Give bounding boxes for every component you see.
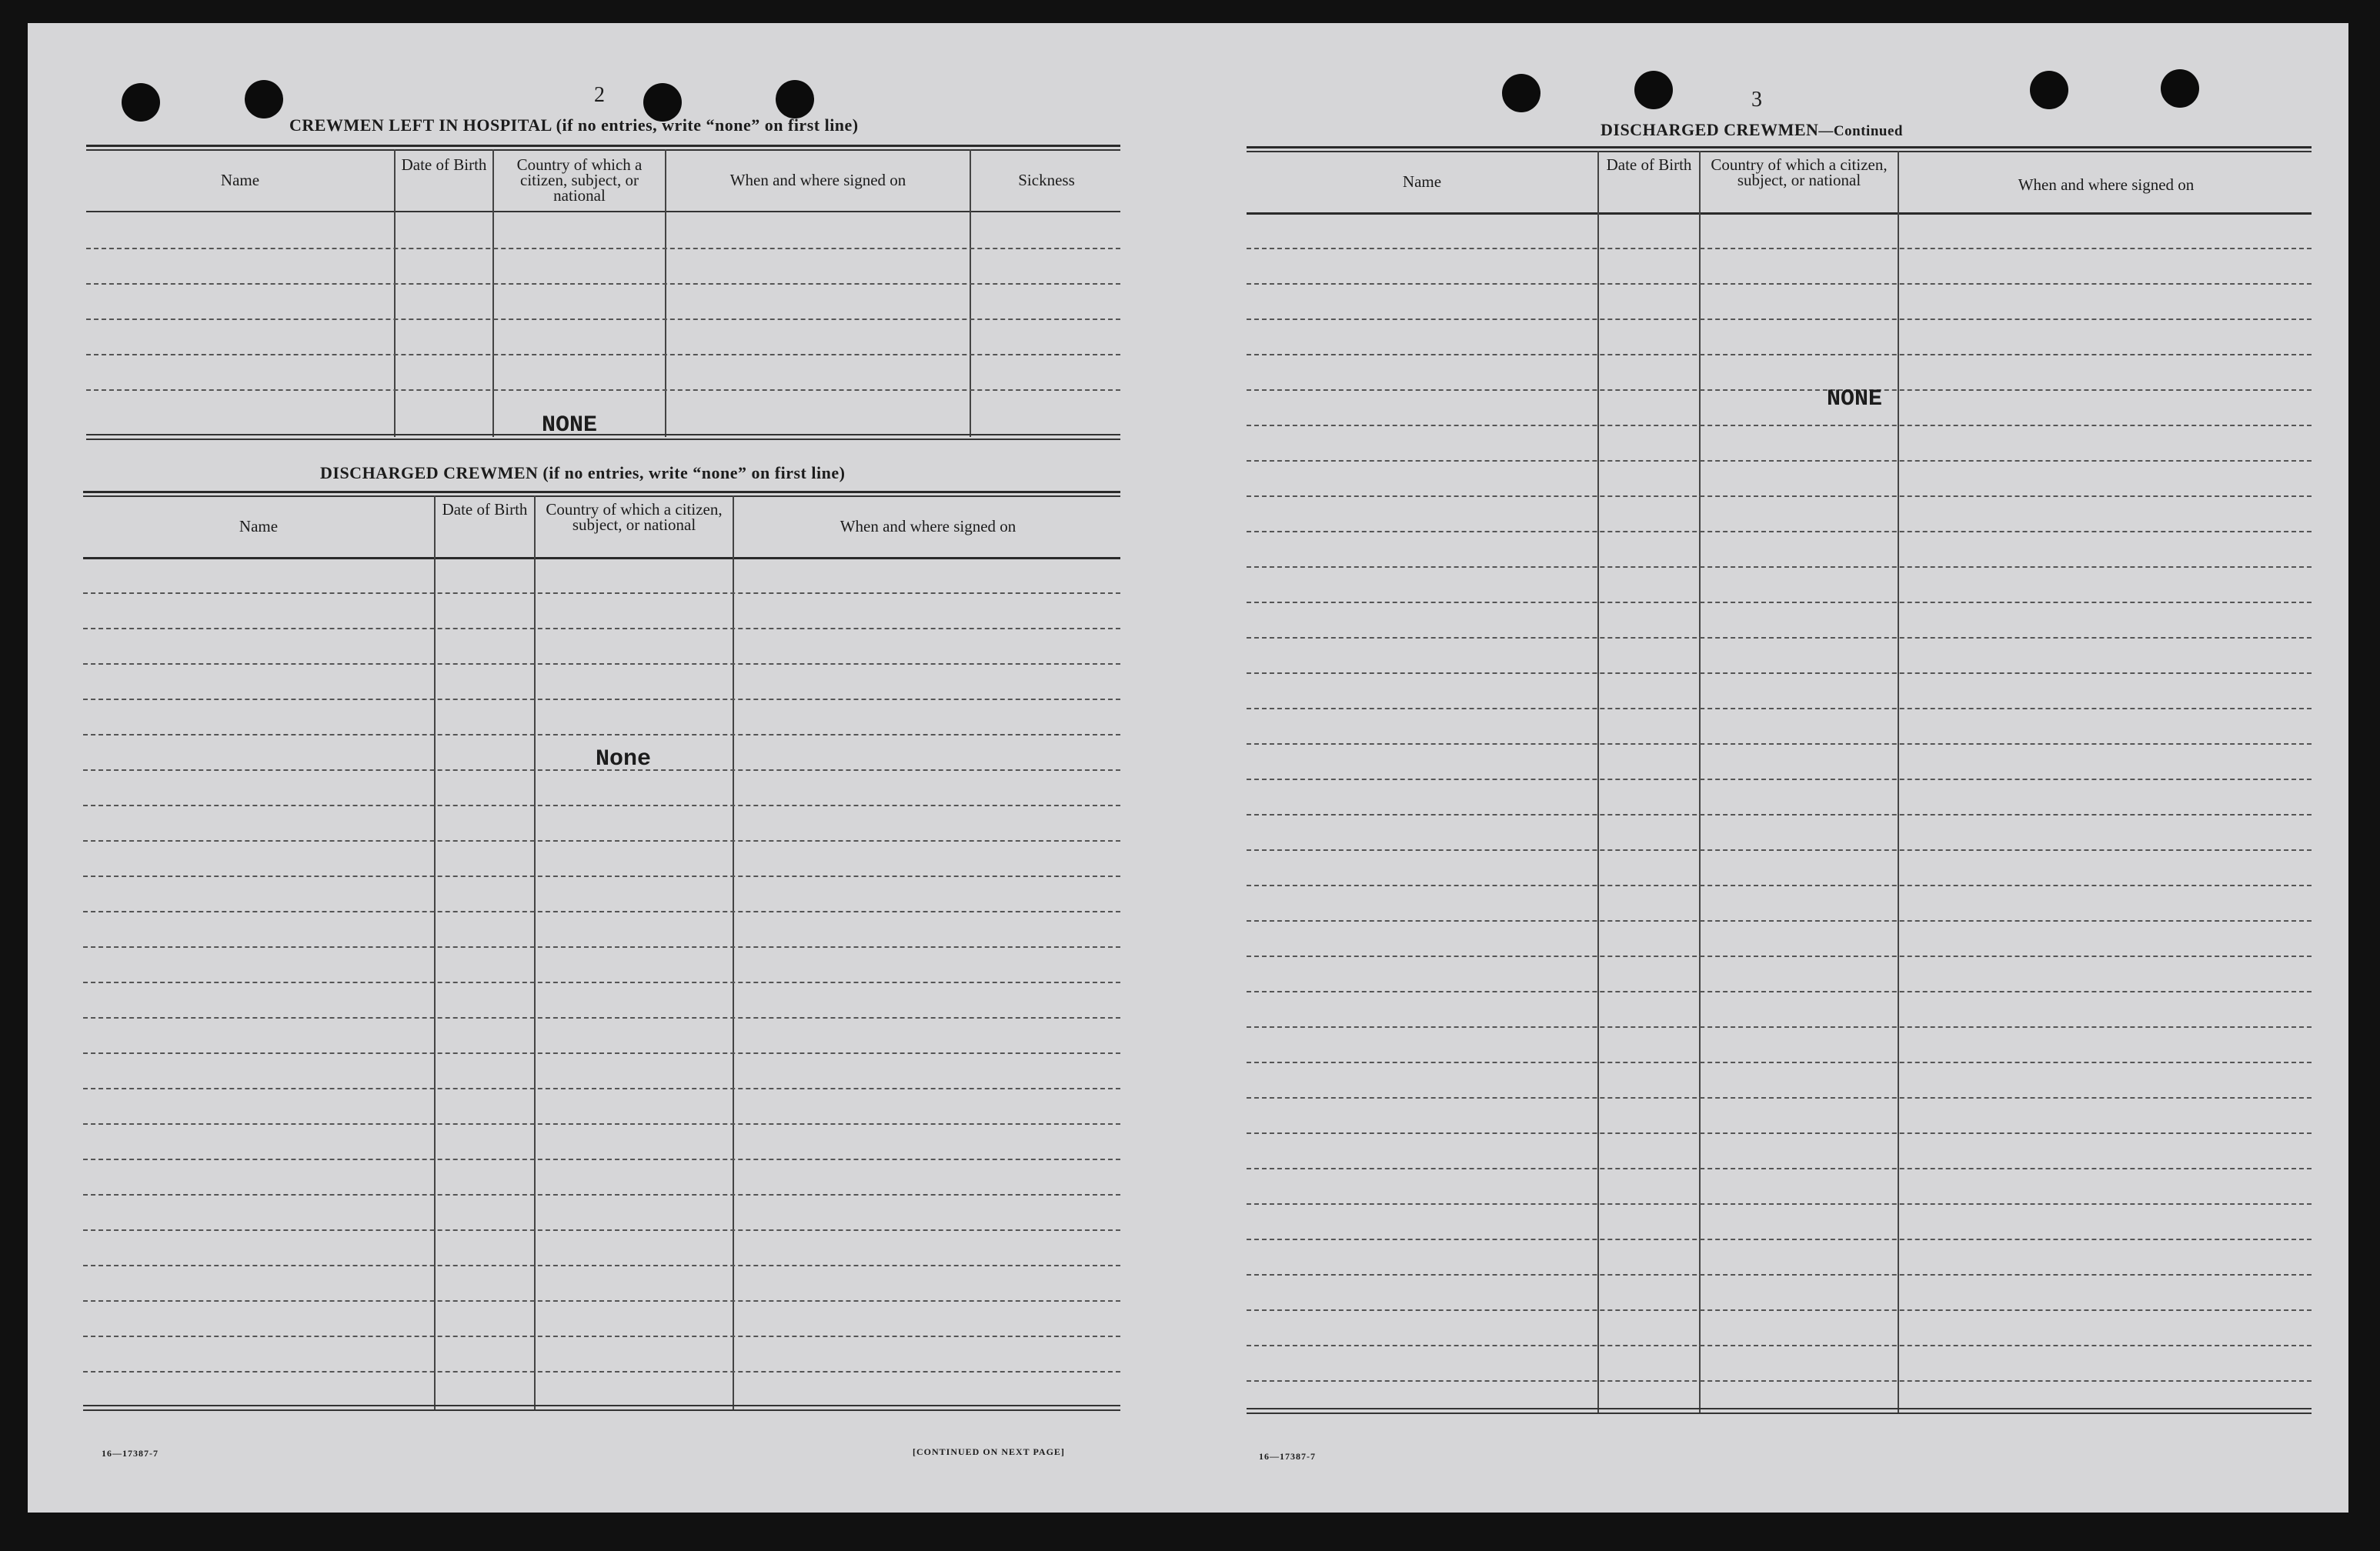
ruled-line xyxy=(83,1017,1120,1019)
ruled-line xyxy=(83,1123,1120,1125)
hospital-note: (if no entries, write “none” on first line) xyxy=(556,115,859,135)
ruled-line xyxy=(83,982,1120,983)
col-header-country: Country of which a citizen, subject, or national xyxy=(1711,155,1888,189)
ruled-line xyxy=(1247,1274,2312,1276)
ruled-line xyxy=(83,1194,1120,1196)
discharged-title: DISCHARGED CREWMEN xyxy=(320,463,539,482)
col-header-name: Name xyxy=(1402,172,1442,191)
discharged-note: (if no entries, write “none” on first line) xyxy=(542,463,846,482)
ruled-line xyxy=(1247,602,2312,603)
punch-hole xyxy=(1634,71,1673,109)
ruled-line xyxy=(83,663,1120,665)
ruled-line xyxy=(83,1159,1120,1160)
ruled-line xyxy=(83,1229,1120,1231)
ruled-line xyxy=(83,911,1120,912)
discharged-section-title xyxy=(320,463,845,483)
discharged-continued-title xyxy=(1601,120,1903,140)
ruled-line xyxy=(1247,1239,2312,1240)
ruled-line xyxy=(83,876,1120,877)
continued-note: [CONTINUED ON NEXT PAGE] xyxy=(913,1446,1065,1457)
discharged-continued-table xyxy=(1247,146,2312,1446)
ruled-line xyxy=(1247,1132,2312,1134)
punch-hole xyxy=(776,80,814,118)
discharged-entry: None xyxy=(596,746,652,772)
ruled-line xyxy=(1247,283,2312,285)
form-number: 16—17387-7 xyxy=(1259,1451,1316,1462)
ruled-line xyxy=(1247,814,2312,816)
discharged-table xyxy=(83,491,1120,1437)
form-number: 16—17387-7 xyxy=(102,1448,159,1459)
ruled-line xyxy=(83,805,1120,806)
ruled-line xyxy=(1247,566,2312,568)
ruled-line xyxy=(83,840,1120,842)
ruled-line xyxy=(1247,779,2312,780)
ruled-line xyxy=(1247,1062,2312,1063)
discharged-continued-entry: NONE xyxy=(1827,386,1883,412)
discharged-title: DISCHARGED CREWMEN xyxy=(1601,120,1819,139)
col-header-signed-on: When and where signed on xyxy=(729,171,906,189)
ruled-line xyxy=(1247,1380,2312,1382)
ruled-line xyxy=(1247,991,2312,992)
ruled-line xyxy=(83,628,1120,629)
hospital-section-title xyxy=(289,115,859,135)
ruled-line xyxy=(1247,1097,2312,1099)
document-scan xyxy=(28,23,2348,1513)
punch-hole xyxy=(2030,71,2068,109)
ruled-line xyxy=(1247,531,2312,532)
ruled-line xyxy=(1247,1345,2312,1346)
ruled-line xyxy=(1247,1203,2312,1205)
continued-suffix: —Continued xyxy=(1818,123,1903,139)
ruled-line xyxy=(83,1052,1120,1054)
col-header-date-of-birth: Date of Birth xyxy=(442,500,528,519)
page-number: 3 xyxy=(1751,88,1762,112)
ruled-line xyxy=(83,1088,1120,1089)
punch-hole xyxy=(245,80,283,118)
punch-hole xyxy=(2161,69,2199,108)
punch-hole xyxy=(1502,74,1540,112)
col-header-signed-on: When and where signed on xyxy=(840,517,1016,535)
hospital-entry: NONE xyxy=(542,412,598,439)
ruled-line xyxy=(1247,1309,2312,1311)
ruled-line xyxy=(83,592,1120,594)
ruled-line xyxy=(1247,425,2312,426)
ruled-line xyxy=(1247,743,2312,745)
ruled-line xyxy=(1247,920,2312,922)
ruled-line xyxy=(1247,956,2312,957)
col-header-sickness: Sickness xyxy=(1018,171,1075,189)
ruled-line xyxy=(83,699,1120,700)
hospital-table xyxy=(86,145,1120,455)
hospital-title: CREWMEN LEFT IN HOSPITAL xyxy=(289,115,552,135)
ruled-line xyxy=(1247,1026,2312,1028)
ruled-line xyxy=(1247,248,2312,249)
col-header-name: Name xyxy=(239,517,279,535)
ruled-line xyxy=(83,946,1120,948)
ruled-line xyxy=(83,1300,1120,1302)
ruled-line xyxy=(1247,708,2312,709)
ruled-line xyxy=(1247,1168,2312,1169)
ruled-line xyxy=(83,1336,1120,1337)
page-number: 2 xyxy=(594,83,605,107)
col-header-date-of-birth: Date of Birth xyxy=(401,155,487,174)
ruled-line xyxy=(1247,849,2312,851)
col-header-name: Name xyxy=(220,171,260,189)
col-header-country: Country of which a citizen, subject, or national xyxy=(546,500,723,534)
col-header-country: Country of which a citizen, subject, or national xyxy=(516,155,643,205)
ruled-line xyxy=(1247,460,2312,462)
ruled-line xyxy=(1247,495,2312,497)
ruled-line xyxy=(83,1371,1120,1373)
col-header-date-of-birth: Date of Birth xyxy=(1606,155,1692,174)
col-header-signed-on: When and where signed on xyxy=(2018,175,2195,194)
ruled-line xyxy=(1247,885,2312,886)
ruled-line xyxy=(1247,637,2312,639)
ruled-line xyxy=(83,1265,1120,1266)
ruled-line xyxy=(83,734,1120,735)
ruled-line xyxy=(1247,319,2312,320)
ruled-line xyxy=(1247,354,2312,355)
ruled-line xyxy=(1247,389,2312,391)
ruled-line xyxy=(1247,672,2312,674)
punch-hole xyxy=(122,83,160,122)
